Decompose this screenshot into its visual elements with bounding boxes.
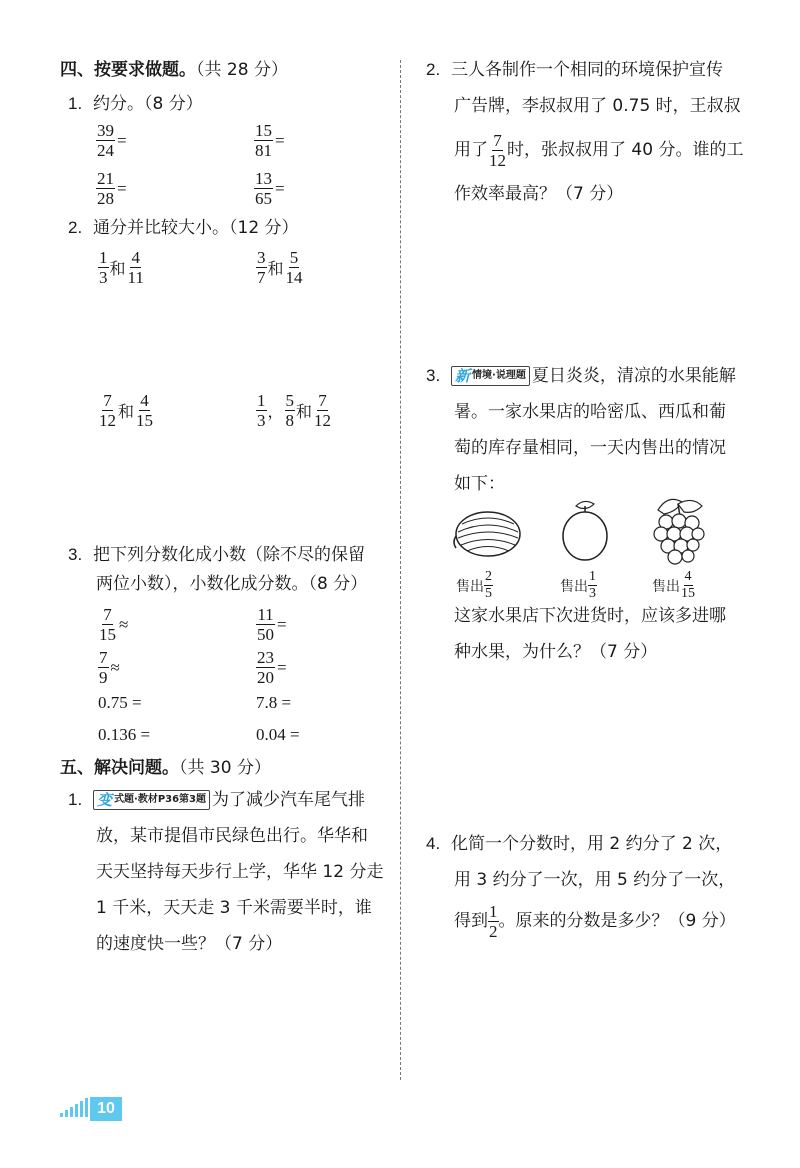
section-5-title: 五、解决问题。 [60,758,179,778]
new-scenario-badge: 新 情境·说理题 [451,366,530,386]
reduce-item-4: $\frac{13}{65}$ = [255,169,285,208]
reduce-item-2: $\frac{15}{81}$ = [255,121,285,160]
convert-decimal-2: 7.8 = [256,693,292,712]
section-5-heading [60,758,271,778]
variant-badge: 变 式题·教材P36第3题 [93,790,210,810]
convert-decimal-3: 0.136 = [98,725,151,744]
page-number: 10 [90,1097,122,1121]
compare-triple: $\frac{1}{3}$ ， $\frac{5}{8}$ 和 $\frac{7}{12}$ [257,391,332,430]
convert-fraction-4: $\frac{23}{20}$ = [257,648,287,687]
compare-pair-2: $\frac{3}{7}$ 和 $\frac{5}{14}$ [257,248,303,287]
q5-2-block: 2. 三人各制作一个相同的环境保护宣传 广告牌，李叔叔用了 0.75 时，王叔叔 用了 $\frac{7}{12}$ 时，张叔叔用了 40 分。谁的工 作效率最高？（7 分） [426,60,744,204]
convert-fraction-2: $\frac{11}{50}$ = [257,605,287,644]
convert-decimal-4: 0.04 = [256,725,300,744]
convert-decimal-1: 0.75 = [98,693,142,712]
reduce-item-3: $\frac{21}{28}$ = [97,169,127,208]
q5-4-block: 4. 化简一个分数时，用 2 约分了 2 次， 用 3 约分了一次，用 5 约分了一次， 得到 $\frac{1}{2}$ 。原来的分数是多少？（9 分） [426,834,736,941]
page-number-badge [60,1097,122,1121]
melon-icon [560,496,610,566]
q4-1-prompt: 1. 约分。（8 分） [68,94,203,114]
column-divider [400,60,401,1080]
sold-label-watermelon: 售出 $\frac{2}{5}$ [456,569,492,601]
grapes-icon [648,494,708,570]
q4-3-prompt-line1: 3. 把下列分数化成小数（除不尽的保留 [68,545,365,565]
q4-2-prompt: 2. 通分并比较大小。（12 分） [68,218,299,238]
section-4-score: （共 28 分） [196,60,288,80]
watermelon-icon [452,508,524,564]
page-bars-decoration [60,1098,90,1121]
compare-pair-3: $\frac{7}{12}$ 和 $\frac{4}{15}$ [99,391,154,430]
q5-1-block: 1. 变 式题·教材P36第3题 为了减少汽车尾气排 放，某市提倡市民绿色出行。华华和 天天坚持每天步行上学，华华 12 分走 1 千米，天天走 3 千米需要半时，谁 的速度快一些？（7 分） [68,790,384,954]
sold-label-melon: 售出 $\frac{1}{3}$ [560,569,596,601]
section-4-heading [60,60,288,80]
q4-3-prompt-line2: 两位小数），小数化成分数。（8 分） [96,574,368,594]
sold-label-grapes: 售出 $\frac{4}{15}$ [652,569,695,601]
section-4-title: 四、按要求做题。 [60,60,196,80]
convert-fraction-3: $\frac{7}{9}$ ≈ [99,648,120,687]
compare-pair-1: $\frac{1}{3}$ 和 $\frac{4}{11}$ [99,248,144,287]
q5-3-block: 3. 新 情境·说理题 夏日炎炎，清凉的水果能解 暑。一家水果店的哈密瓜、西瓜和葡 萄的库存量相同，一天内售出的情况 如下： [426,366,736,494]
reduce-item-1: $\frac{39}{24}$ = [97,121,127,160]
q5-3-question: 这家水果店下次进货时，应该多进哪 种水果，为什么？（7 分） [454,606,726,662]
section-5-score: （共 30 分） [179,758,271,778]
convert-fraction-1: $\frac{7}{15}$ ≈ [99,605,129,644]
